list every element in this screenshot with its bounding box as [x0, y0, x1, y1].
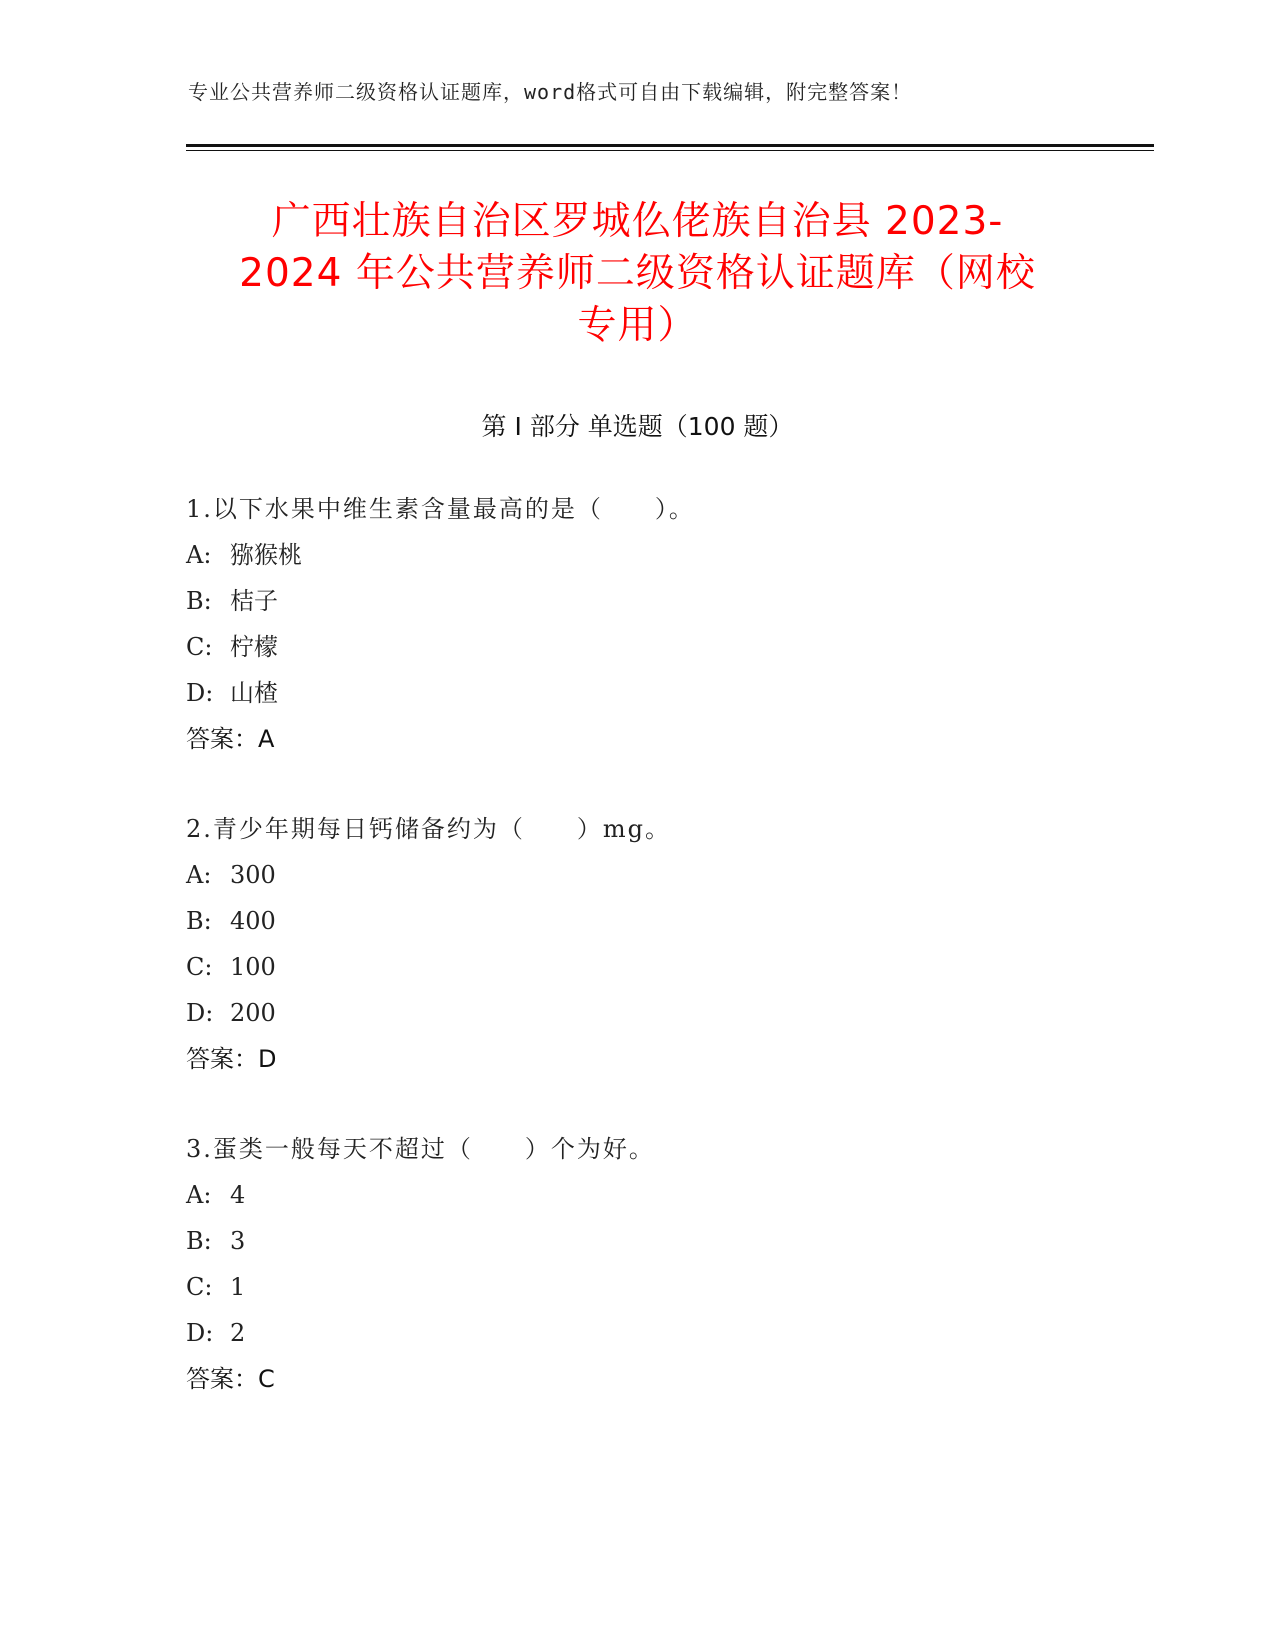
option-key: C: — [186, 953, 213, 981]
option-key: B: — [186, 1227, 212, 1255]
option-text: 300 — [230, 861, 276, 889]
option-d — [186, 670, 1136, 716]
option-key: D: — [186, 999, 214, 1027]
question-1 — [186, 486, 1136, 762]
option-key: A: — [186, 861, 212, 889]
option-c — [186, 944, 1136, 990]
question-stem: 2.青少年期每日钙储备约为（ ）mg。 — [186, 815, 672, 843]
option-b — [186, 898, 1136, 944]
header-divider-thin — [186, 150, 1154, 151]
document-title — [160, 196, 1115, 352]
answer-line: 答案：D — [186, 1045, 277, 1073]
option-d — [186, 1310, 1136, 1356]
question-stem: 3.蛋类一般每天不超过（ ）个为好。 — [186, 1135, 655, 1163]
option-key: A: — [186, 1181, 212, 1209]
option-a — [186, 1172, 1136, 1218]
option-key: A: — [186, 541, 212, 569]
option-text: 4 — [230, 1181, 246, 1209]
option-text: 2 — [230, 1319, 246, 1347]
option-key: B: — [186, 587, 212, 615]
option-text: 猕猴桃 — [230, 541, 302, 569]
option-b — [186, 578, 1136, 624]
header-note: 专业公共营养师二级资格认证题库，word格式可自由下载编辑，附完整答案！ — [188, 80, 913, 104]
option-key: C: — [186, 633, 213, 661]
option-key: D: — [186, 1319, 214, 1347]
option-key: B: — [186, 907, 212, 935]
option-text: 100 — [230, 953, 276, 981]
answer-line: 答案：C — [186, 1365, 275, 1393]
option-a — [186, 852, 1136, 898]
option-a — [186, 532, 1136, 578]
title-line-3: 专用） — [577, 303, 698, 348]
option-text: 1 — [230, 1273, 246, 1301]
option-text: 柠檬 — [230, 633, 278, 661]
option-text: 3 — [230, 1227, 246, 1255]
option-key: D: — [186, 679, 214, 707]
answer-line: 答案：A — [186, 725, 275, 753]
question-stem: 1.以下水果中维生素含量最高的是（ ）。 — [186, 495, 695, 523]
question-2 — [186, 806, 1136, 1082]
option-text: 200 — [230, 999, 276, 1027]
section-heading: 第 I 部分 单选题（100 题） — [481, 412, 794, 441]
option-text: 400 — [230, 907, 276, 935]
option-text: 山楂 — [230, 679, 278, 707]
header-divider-thick — [186, 144, 1154, 147]
option-c — [186, 1264, 1136, 1310]
option-b — [186, 1218, 1136, 1264]
option-text: 桔子 — [230, 587, 278, 615]
option-key: C: — [186, 1273, 213, 1301]
option-d — [186, 990, 1136, 1036]
question-3 — [186, 1126, 1136, 1402]
title-line-2: 2024 年公共营养师二级资格认证题库（网校 — [239, 251, 1036, 296]
option-c — [186, 624, 1136, 670]
title-line-1: 广西壮族自治区罗城仫佬族自治县 2023- — [271, 199, 1004, 244]
